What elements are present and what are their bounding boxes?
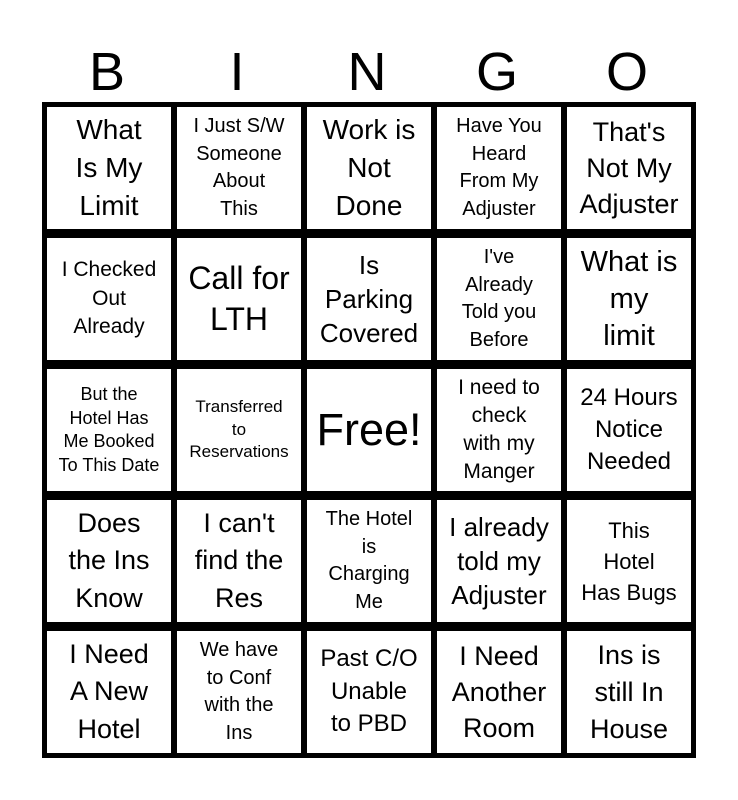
bingo-cell[interactable] — [47, 238, 171, 360]
header-letter-o: O — [605, 42, 648, 102]
bingo-cell[interactable] — [47, 631, 171, 753]
bingo-cell-text: What Is My Limit — [75, 114, 143, 221]
bingo-cell-text: But the Hotel Has Me Booked To This Date — [58, 384, 160, 475]
bingo-cell-text: Work is Not Done — [322, 114, 416, 221]
bingo-cell-text: I can't find the Res — [194, 507, 284, 613]
bingo-cell-text: What is my limit — [580, 245, 678, 352]
bingo-cell-text: I already told my Adjuster — [449, 512, 549, 610]
bingo-cell[interactable] — [567, 107, 691, 229]
bingo-cell[interactable] — [177, 107, 301, 229]
bingo-cell-text: We have to Conf with the Ins — [199, 639, 279, 744]
free-space-cell[interactable] — [307, 369, 431, 491]
bingo-cell-text: Transferred to Reservations — [189, 397, 289, 462]
bingo-cell[interactable] — [437, 369, 561, 491]
bingo-cell-text: 24 Hours Notice Needed — [580, 384, 678, 475]
bingo-cell-text: I've Already Told you Before — [461, 246, 537, 351]
bingo-cell[interactable] — [177, 369, 301, 491]
bingo-cell[interactable] — [47, 107, 171, 229]
bingo-cell-text: This Hotel Has Bugs — [581, 517, 677, 605]
bingo-cell[interactable] — [307, 107, 431, 229]
bingo-cell-text: I Checked Out Already — [61, 258, 157, 339]
bingo-cell[interactable] — [307, 500, 431, 622]
header-letter-b: B — [88, 42, 126, 102]
bingo-cell[interactable] — [177, 500, 301, 622]
bingo-cell-text: Past C/O Unable to PBD — [320, 645, 418, 738]
bingo-cell[interactable] — [177, 631, 301, 753]
bingo-cell-text: Have You Heard From My Adjuster — [456, 115, 542, 220]
bingo-cell-text: I Just S/W Someone About This — [193, 115, 285, 220]
bingo-cell-text: Ins is still In House — [589, 639, 669, 744]
bingo-cell[interactable] — [437, 107, 561, 229]
bingo-cell-text: Does the Ins Know — [68, 507, 150, 613]
bingo-cell[interactable] — [307, 238, 431, 360]
bingo-cell-text: Free! — [316, 404, 422, 455]
bingo-cell[interactable] — [437, 500, 561, 622]
bingo-cell[interactable] — [567, 369, 691, 491]
bingo-cell[interactable] — [177, 238, 301, 360]
bingo-cell-text: I Need Another Room — [451, 641, 547, 743]
bingo-cell[interactable] — [437, 631, 561, 753]
header-letter-g: G — [475, 42, 518, 102]
bingo-cell-text: Is Parking Covered — [319, 250, 419, 348]
bingo-cell-text: I need to check with my Manger — [458, 376, 540, 483]
bingo-header — [42, 42, 696, 102]
bingo-cell[interactable] — [47, 369, 171, 491]
bingo-cell[interactable] — [47, 500, 171, 622]
bingo-cell-text: I Need A New Hotel — [69, 638, 149, 744]
header-letter-n: N — [347, 42, 387, 102]
bingo-cell[interactable] — [437, 238, 561, 360]
bingo-cell[interactable] — [567, 631, 691, 753]
bingo-cell-text: That's Not My Adjuster — [579, 117, 679, 219]
bingo-cell[interactable] — [567, 238, 691, 360]
bingo-cell-text: Call for LTH — [188, 260, 290, 337]
bingo-cell[interactable] — [307, 631, 431, 753]
bingo-card-grid — [42, 102, 696, 758]
bingo-cell[interactable] — [567, 500, 691, 622]
header-letter-i: I — [229, 42, 245, 102]
bingo-cell-text: The Hotel is Charging Me — [325, 508, 413, 613]
